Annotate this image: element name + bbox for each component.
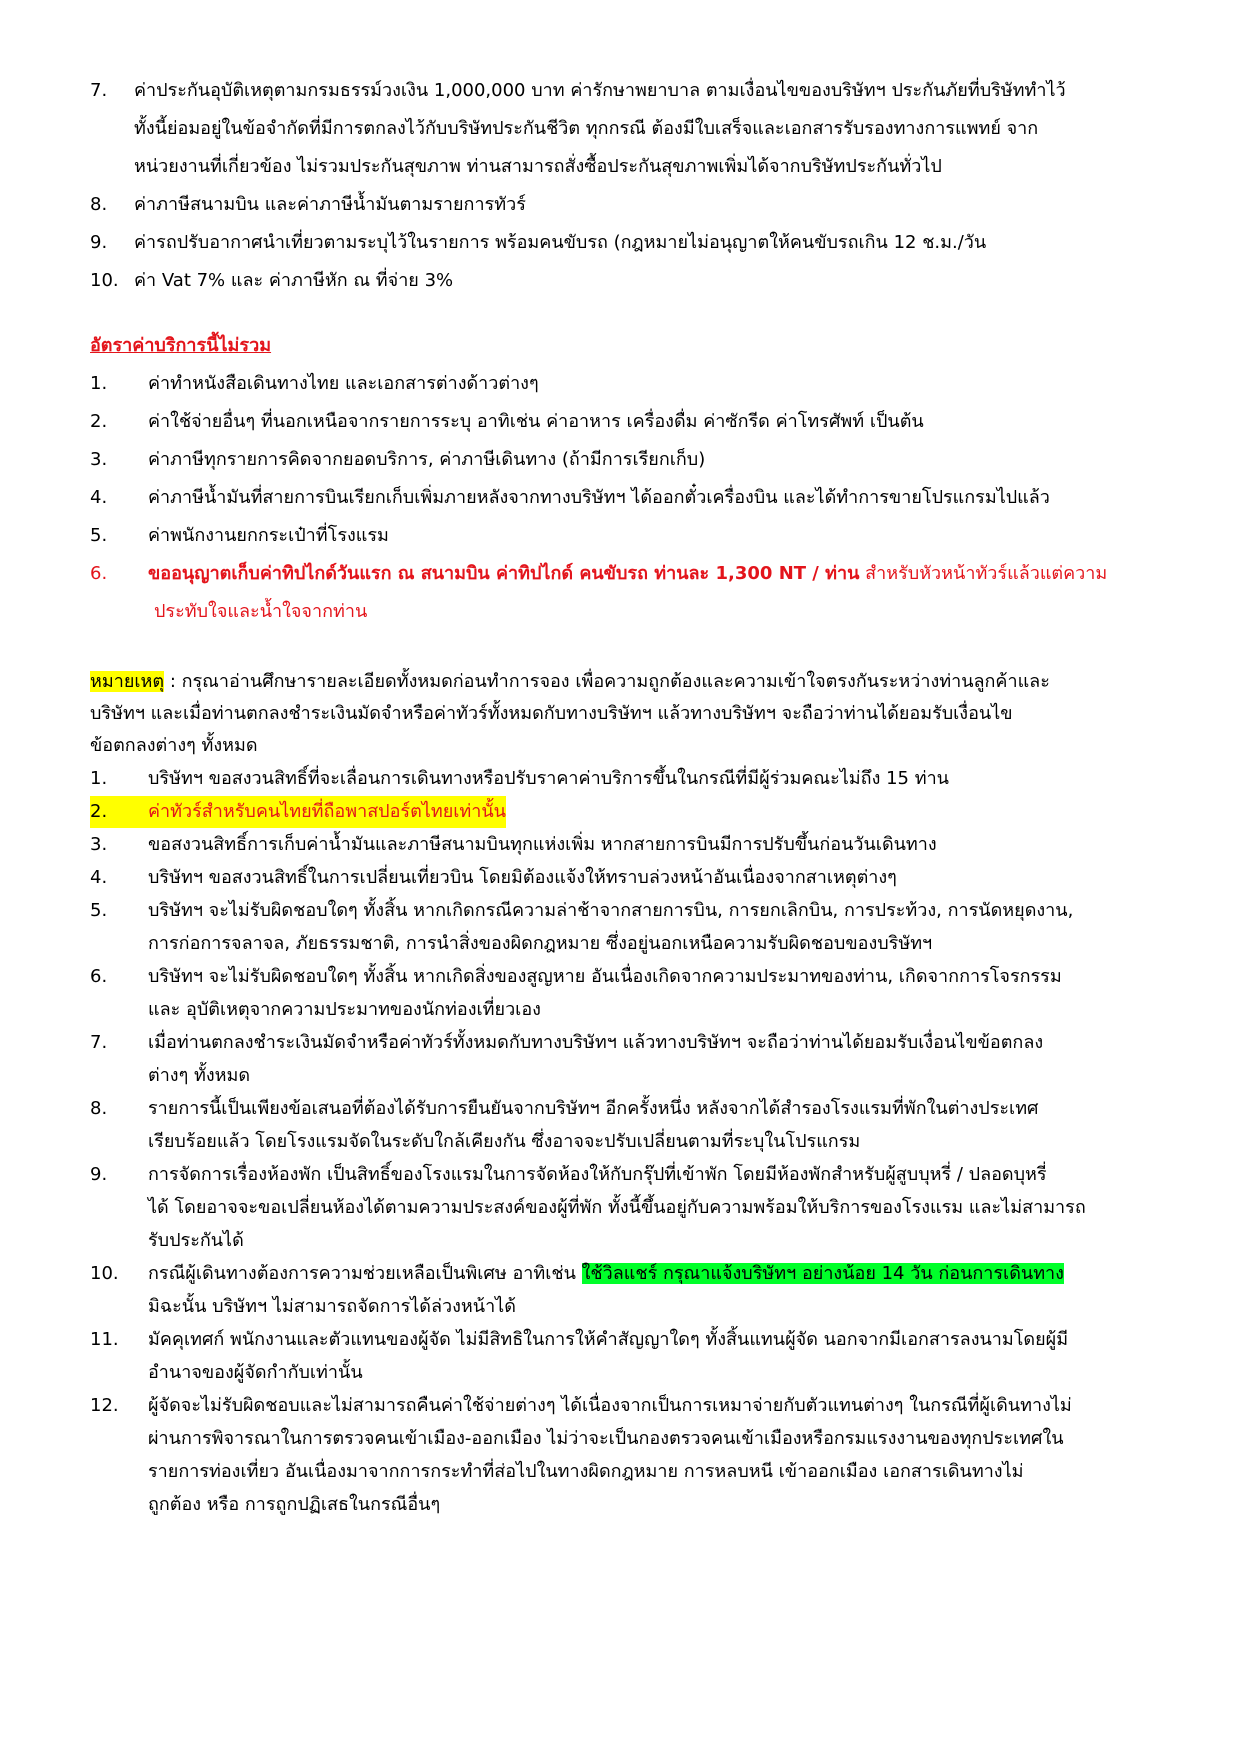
list-number: 8. — [90, 194, 108, 215]
list-text: มิฉะนั้น บริษัทฯ ไม่สามารถจัดการได้ล่วงหน้าได้ — [148, 1296, 516, 1317]
notes-intro-text: : กรุณาอ่านศึกษารายละเอียดทั้งหมดก่อนทำการจอง เพื่อความถูกต้องและความเข้าใจตรงกันระหว่างท่านลูกค้าและ — [164, 671, 1050, 692]
list-text — [148, 1258, 1064, 1290]
wheelchair-note-text: กรณีผู้เดินทางต้องการความช่วยเหลือเป็นพิเศษ อาทิเช่น — [148, 1263, 582, 1284]
list-text: ค่าทำหนังสือเดินทางไทย และเอกสารต่างด้าวต่างๆ — [148, 373, 539, 394]
excluded-heading: อัตราค่าบริการนี้ไม่รวม — [90, 335, 272, 356]
list-text: ค่าทัวร์สำหรับคนไทยที่ถือพาสปอร์ตไทยเท่านั้น — [148, 796, 506, 828]
notes-intro-line1 — [90, 666, 1050, 698]
list-text: ขอสงวนสิทธิ์การเก็บค่าน้ำมันและภาษีสนามบินทุกแห่งเพิ่ม หากสายการบินมีการปรับขึ้นก่อนวันเดินทาง — [148, 834, 937, 855]
wheelchair-highlight: ใช้วิลแชร์ กรุณาแจ้งบริษัทฯ อย่างน้อย 14 วัน ก่อนการเดินทาง — [581, 1263, 1064, 1284]
list-text: ค่าภาษีน้ำมันที่สายการบินเรียกเก็บเพิ่มภายหลังจากทางบริษัทฯ ได้ออกตั๋วเครื่องบิน และได้ทำการขายโปรแกรมไปแล้ว — [148, 487, 1050, 508]
tip-normal-text: สำหรับหัวหน้าทัวร์แล้วแต่ความ — [859, 563, 1108, 584]
list-number: 10. — [90, 1263, 119, 1284]
list-number: 9. — [90, 1164, 108, 1185]
notes-label: หมายเหตุ — [90, 671, 165, 692]
list-number: 2. — [90, 411, 108, 432]
list-text: รับประกันได้ — [148, 1230, 244, 1251]
list-number: 7. — [90, 1032, 108, 1053]
list-text: บริษัทฯ จะไม่รับผิดชอบใดๆ ทั้งสิ้น หากเกิดสิ่งของสูญหาย อันเนื่องเกิดจากความประมาทของท่าน, เกิดจากการโจรกรรม — [148, 966, 1062, 987]
notes-intro-text: ข้อตกลงต่างๆ ทั้งหมด — [90, 735, 258, 756]
list-number: 10. — [90, 270, 119, 291]
list-text: ถูกต้อง หรือ การถูกปฏิเสธในกรณีอื่นๆ — [148, 1494, 441, 1515]
list-number: 7. — [90, 80, 108, 101]
list-number: 6. — [90, 563, 108, 584]
list-text: อำนาจของผู้จัดกำกับเท่านั้น — [148, 1362, 363, 1383]
list-text: เมื่อท่านตกลงชำระเงินมัดจำหรือค่าทัวร์ทั้งหมดกับทางบริษัทฯ แล้วทางบริษัทฯ จะถือว่าท่านได้ยอมรับเงื่อนไขข้อตกลง — [148, 1032, 1044, 1053]
tip-line2: ประทับใจและน้ำใจจากท่าน — [154, 601, 368, 622]
list-number: 11. — [90, 1329, 119, 1350]
list-text: ค่าภาษีทุกรายการคิดจากยอดบริการ, ค่าภาษีเดินทาง (ถ้ามีการเรียกเก็บ) — [148, 449, 706, 470]
list-text: ค่ารถปรับอากาศนำเที่ยวตามระบุไว้ในรายการ พร้อมคนขับรถ (กฎหมายไม่อนุญาตให้คนขับรถเกิน 12 ช.ม./วัน — [134, 232, 987, 253]
tip-text — [148, 558, 1107, 590]
list-text: ค่าประกันอุบัติเหตุตามกรมธรรม์วงเงิน 1,000,000 บาท ค่ารักษาพยาบาล ตามเงื่อนไขของบริษัทฯ ประกันภัยที่บริษัททำไว้ — [134, 80, 1066, 101]
list-text: รายการนี้เป็นเพียงข้อเสนอที่ต้องได้รับการยืนยันจากบริษัทฯ อีกครั้งหนึ่ง หลังจากได้สำรองโรงแรมที่พักในต่างประเทศ — [148, 1098, 1039, 1119]
list-text: และ อุบัติเหตุจากความประมาทของนักท่องเที่ยวเอง — [148, 999, 541, 1020]
list-text: เรียบร้อยแล้ว โดยโรงแรมจัดในระดับใกล้เคียงกัน ซึ่งอาจจะปรับเปลี่ยนตามที่ระบุในโปรแกรม — [148, 1131, 861, 1152]
list-number: 1. — [90, 768, 108, 789]
notes-intro-text: บริษัทฯ และเมื่อท่านตกลงชำระเงินมัดจำหรือค่าทัวร์ทั้งหมดกับทางบริษัทฯ แล้วทางบริษัทฯ จะถือว่าท่านได้ยอมรับเงื่อนไข — [90, 703, 1013, 724]
list-number: 6. — [90, 966, 108, 987]
list-text: ค่าใช้จ่ายอื่นๆ ที่นอกเหนือจากรายการระบุ อาทิเช่น ค่าอาหาร เครื่องดื่ม ค่าซักรีด ค่าโทรศัพท์ เป็นต้น — [148, 411, 924, 432]
list-text: ต่างๆ ทั้งหมด — [148, 1065, 251, 1086]
list-number: 5. — [90, 525, 108, 546]
list-number: 8. — [90, 1098, 108, 1119]
list-number: 5. — [90, 900, 108, 921]
list-number: 4. — [90, 487, 108, 508]
list-text: ค่า Vat 7% และ ค่าภาษีหัก ณ ที่จ่าย 3% — [134, 270, 454, 291]
list-text: ค่าพนักงานยกกระเป๋าที่โรงแรม — [148, 525, 389, 546]
list-text: การจัดการเรื่องห้องพัก เป็นสิทธิ์ของโรงแรมในการจัดห้องให้กับกรุ๊ปที่เข้าพัก โดยมีห้องพักสำหรับผู้สูบบุหรี่ / ปลอดบุหรี่ — [148, 1164, 1047, 1185]
list-number: 3. — [90, 834, 108, 855]
list-text: การก่อการจลาจล, ภัยธรรมชาติ, การนำสิ่งของผิดกฎหมาย ซึ่งอยู่นอกเหนือความรับผิดชอบของบริษัทฯ — [148, 933, 933, 954]
list-number: 2. — [90, 796, 148, 828]
list-text: ค่าภาษีสนามบิน และค่าภาษีน้ำมันตามรายการทัวร์ — [134, 194, 526, 215]
list-number: 4. — [90, 867, 108, 888]
list-number: 3. — [90, 449, 108, 470]
list-text: ผู้จัดจะไม่รับผิดชอบและไม่สามารถคืนค่าใช้จ่ายต่างๆ ได้เนื่องจากเป็นการเหมาจ่ายกับตัวแทนต่างๆ ในกรณีที่ผู้เดินทางไม่ — [148, 1395, 1072, 1416]
list-text: บริษัทฯ ขอสงวนสิทธิ์ในการเปลี่ยนเที่ยวบิน โดยมิต้องแจ้งให้ทราบล่วงหน้าอันเนื่องจากสาเหตุต่างๆ — [148, 867, 897, 888]
tip-bold-text: ขออนุญาตเก็บค่าทิปไกด์วันแรก ณ สนามบิน ค่าทิปไกด์ คนขับรถ ท่านละ 1,300 NT / ท่าน — [148, 563, 860, 584]
list-number: 1. — [90, 373, 108, 394]
list-text: ได้ โดยอาจจะขอเปลี่ยนห้องได้ตามความประสงค์ของผู้ที่พัก ทั้งนี้ขึ้นอยู่กับความพร้อมให้บริการของโรงแรม และไม่สามารถ — [148, 1197, 1086, 1218]
list-text: ทั้งนี้ย่อมอยู่ในข้อจำกัดที่มีการตกลงไว้กับบริษัทประกันชีวิต ทุกกรณี ต้องมีใบเสร็จและเอกสารรับรองทางการแพทย์ จาก — [134, 118, 1039, 139]
list-text: บริษัทฯ ขอสงวนสิทธิ์ที่จะเลื่อนการเดินทางหรือปรับราคาค่าบริการขึ้นในกรณีที่มีผู้ร่วมคณะไม่ถึง 15 ท่าน — [148, 768, 949, 789]
list-number: 9. — [90, 232, 108, 253]
list-text: มัคคุเทศก์ พนักงานและตัวแทนของผู้จัด ไม่มีสิทธิในการให้คำสัญญาใดๆ ทั้งสิ้นแทนผู้จัด นอกจากมีเอกสารลงนามโดยผู้มี — [148, 1329, 1069, 1350]
list-text: หน่วยงานที่เกี่ยวข้อง ไม่รวมประกันสุขภาพ ท่านสามารถสั่งซื้อประกันสุขภาพเพิ่มได้จากบริษัทประกันทั่วไป — [134, 156, 942, 177]
list-text: รายการท่องเที่ยว อันเนื่องมาจากการกระทำที่ส่อไปในทางผิดกฎหมาย การหลบหนี เข้าออกเมือง เอกสารเดินทางไม่ — [148, 1461, 1024, 1482]
list-text: ผ่านการพิจารณาในการตรวจคนเข้าเมือง-ออกเมือง ไม่ว่าจะเป็นกองตรวจคนเข้าเมืองหรือกรมแรงงานของทุกประเทศใน — [148, 1428, 1064, 1449]
list-text: บริษัทฯ จะไม่รับผิดชอบใดๆ ทั้งสิ้น หากเกิดกรณีความล่าช้าจากสายการบิน, การยกเลิกบิน, การประท้วง, การนัดหยุดงาน, — [148, 900, 1074, 921]
list-number: 12. — [90, 1395, 119, 1416]
